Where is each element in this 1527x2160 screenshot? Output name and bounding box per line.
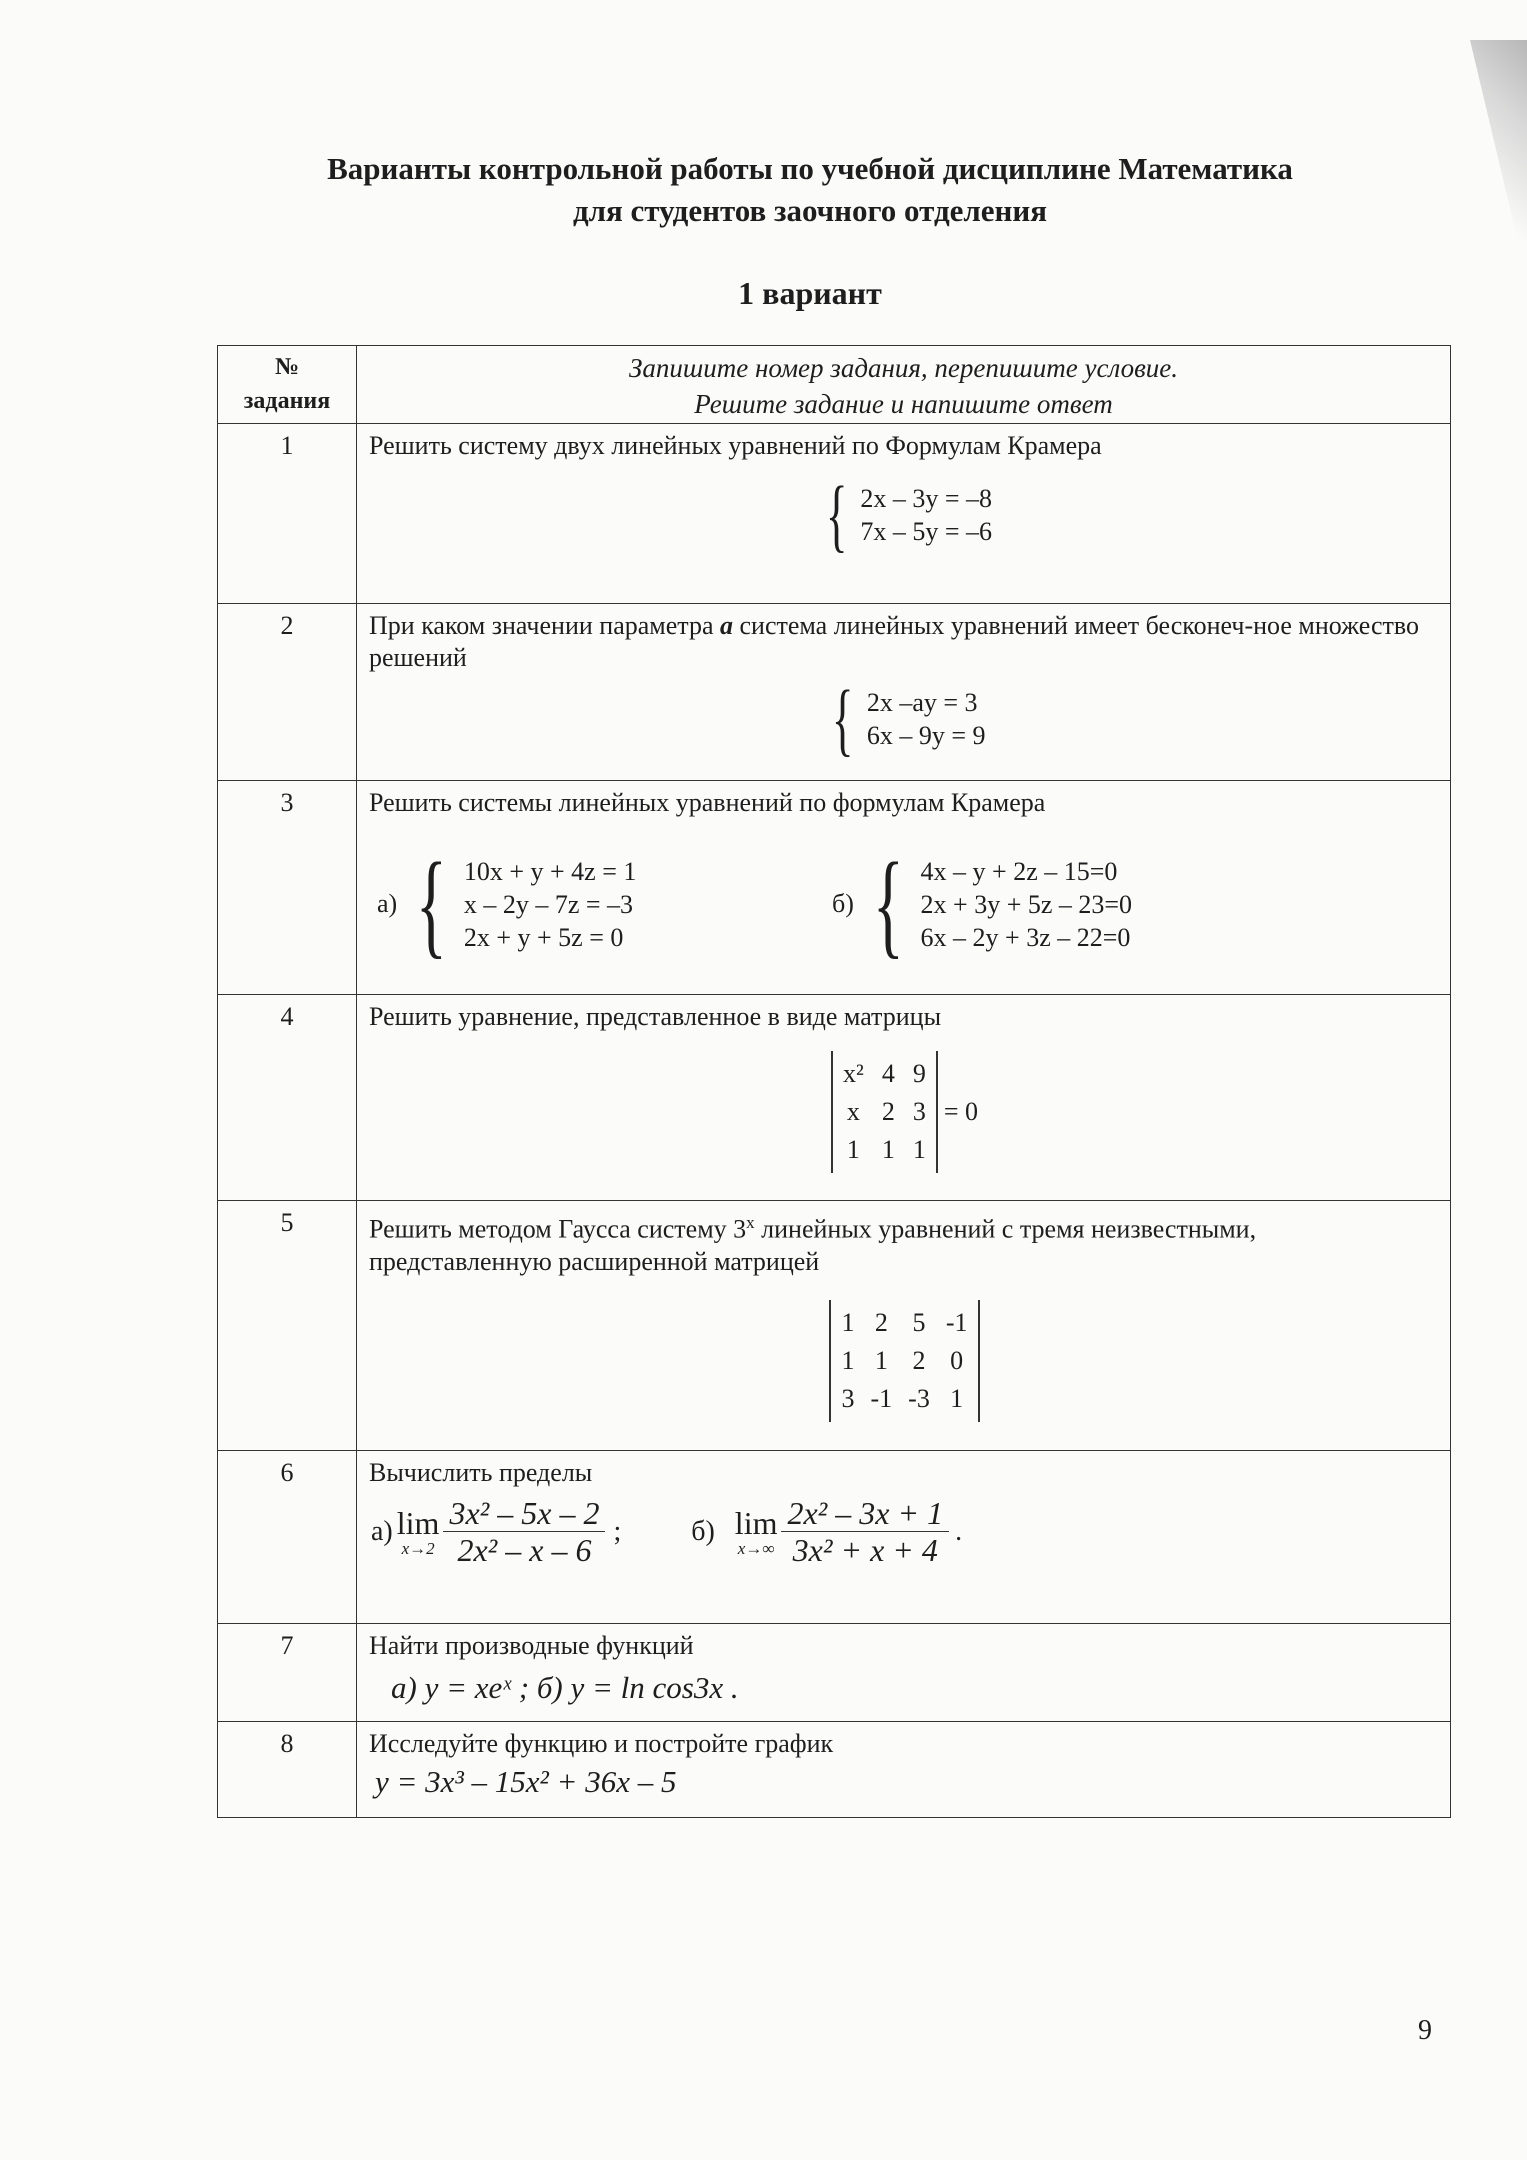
task-number: 6 (218, 1451, 357, 1624)
task-row-4 (218, 995, 1451, 1201)
matrix-cell: 1 (841, 1307, 855, 1337)
matrix-cell: x² (843, 1059, 864, 1088)
matrix-cell: 1 (912, 1135, 926, 1164)
task-body (357, 1451, 1451, 1624)
header-num-cell (218, 346, 357, 424)
task-number: 2 (218, 604, 357, 781)
matrix-cell: 5 (912, 1307, 926, 1337)
systems-row (369, 838, 1440, 969)
matrix-cell: 4 (881, 1059, 895, 1088)
table-header-row (218, 346, 1451, 424)
equation-line: x – 2y – 7z = –3 (463, 889, 634, 919)
equation-system (369, 469, 1440, 560)
denominator: 2x² – x – 6 (457, 1532, 592, 1568)
task-body (357, 781, 1451, 995)
task-number: 3 (218, 781, 357, 995)
header-instruction-cell (357, 346, 1451, 424)
matrix-cell: 3 (841, 1383, 855, 1413)
fraction (443, 1497, 605, 1566)
matrix-cell: x (846, 1097, 860, 1126)
equation-line: 2x –ay = 3 (866, 688, 978, 717)
matrix-cell: 2 (874, 1307, 888, 1337)
brace-symbol: { (825, 469, 848, 560)
matrix-cell: 0 (950, 1345, 964, 1375)
title-line-1: Варианты контрольной работы по учебной дисциплине Математика (327, 151, 1293, 186)
header-num-symbol: № (274, 354, 300, 380)
augmented-matrix (369, 1300, 1440, 1422)
task-number: 4 (218, 995, 357, 1201)
matrix-cell: -1 (870, 1383, 893, 1413)
tasks-table (217, 345, 1451, 1818)
task-row-1 (218, 424, 1451, 604)
task-body (357, 424, 1451, 604)
task-text: Решить уравнение, представленное в виде матрицы (369, 1002, 942, 1031)
brace-symbol: { (415, 838, 448, 969)
part-label: а) (377, 889, 398, 918)
limit-operator (397, 1506, 440, 1558)
task-body (357, 995, 1451, 1201)
task-body (357, 1201, 1451, 1451)
matrix-cell: 1 (874, 1345, 888, 1375)
parameter-symbol: a (720, 611, 733, 640)
derivative-formulas: а) y = xeˣ ; б) y = ln cos3x . (391, 1670, 739, 1705)
superscript: x (746, 1213, 755, 1232)
system-a (377, 838, 832, 969)
task-text: Найти производные функций (369, 1631, 694, 1660)
equation-line: 2x + y + 5z = 0 (463, 922, 624, 952)
matrix-cell: -3 (908, 1383, 930, 1413)
equation-line: 10x + y + 4z = 1 (463, 856, 637, 886)
task-text-part: система линейных уравнений имеет бесконеч-ное множество решений (369, 611, 1419, 672)
numerator: 3x² – 5x – 2 (443, 1497, 605, 1532)
matrix (831, 1051, 938, 1173)
task-text-part: линейных уравнений с тремя неизвестными, представленную расширенной матрицей (369, 1214, 1257, 1276)
scan-shadow (1432, 40, 1527, 240)
matrix-cell: 2 (912, 1345, 926, 1375)
part-label: б) (691, 1515, 715, 1547)
task-number: 8 (218, 1722, 357, 1818)
equation-line: 6x – 2y + 3z – 22=0 (920, 922, 1131, 952)
task-row-2 (218, 604, 1451, 781)
equation-line: 2x + 3y + 5z – 23=0 (920, 889, 1133, 919)
matrix (829, 1300, 979, 1422)
system-b (832, 838, 1133, 969)
task-text: Решить системы линейных уравнений по формулам Крамера (369, 788, 1046, 817)
task-text (369, 610, 1440, 674)
task-text: Исследуйте функцию и постройте график (369, 1729, 834, 1758)
brace-symbol: { (872, 838, 904, 969)
header-num-label: задания (243, 388, 331, 414)
part-label: а) (371, 1515, 393, 1547)
numerator: 2x² – 3x + 1 (781, 1497, 949, 1532)
task-row-7 (218, 1624, 1451, 1722)
title-line-2: для студентов заочного отделения (572, 193, 1048, 228)
part-label: б) (832, 889, 854, 918)
end-period: . (955, 1515, 963, 1547)
header-instruction-2: Решите задание и напишите ответ (694, 389, 1113, 419)
document-title (200, 148, 1420, 232)
brace-symbol: { (832, 673, 854, 764)
page-number: 9 (1418, 2015, 1432, 2046)
task-body (357, 604, 1451, 781)
equation-line: 6x – 9y = 9 (866, 721, 986, 750)
task-text: Вычислить пределы (369, 1458, 593, 1487)
limit-word: lim (396, 1504, 440, 1541)
task-text-part: Решить методом Гаусса систему 3 (369, 1214, 747, 1244)
equation-line: 7x – 5y = –6 (860, 517, 993, 546)
matrix-cell: 1 (950, 1383, 964, 1413)
task-text: Решить систему двух линейных уравнений по Формулам Крамера (369, 431, 1102, 460)
function-formula: y = 3x³ – 15x² + 36x – 5 (375, 1764, 677, 1799)
task-number: 7 (218, 1624, 357, 1722)
task-body (357, 1624, 1451, 1722)
equals-zero: = 0 (943, 1097, 978, 1126)
task-row-6 (218, 1451, 1451, 1624)
equation-system (369, 673, 1440, 764)
matrix-cell: 1 (881, 1135, 895, 1164)
denominator: 3x² + x + 4 (792, 1532, 938, 1568)
task-row-3 (218, 781, 1451, 995)
matrix-cell: 2 (881, 1097, 895, 1126)
task-row-8 (218, 1722, 1451, 1818)
task-body (357, 1722, 1451, 1818)
header-instruction-1: Запишите номер задания, перепишите условие. (628, 353, 1179, 383)
equation-line: 2x – 3y = –8 (860, 484, 993, 513)
task-text-part: При каком значении параметра (369, 611, 720, 640)
limit-subscript: x→∞ (737, 1538, 775, 1558)
matrix-cell: 1 (846, 1135, 860, 1164)
task-row-5 (218, 1201, 1451, 1451)
limit-word: lim (734, 1504, 778, 1541)
variant-heading: 1 вариант (738, 275, 882, 311)
limit-operator (735, 1506, 778, 1558)
determinant-equation (369, 1051, 1440, 1173)
matrix-cell: 9 (912, 1059, 926, 1088)
task-number: 1 (218, 424, 357, 604)
task-number: 5 (218, 1201, 357, 1451)
fraction (781, 1497, 949, 1566)
equation-line: 4x – y + 2z – 15=0 (920, 856, 1118, 886)
separator: ; (613, 1515, 622, 1547)
matrix-cell: 1 (841, 1345, 855, 1375)
task-text (369, 1207, 1440, 1278)
matrix-cell: 3 (912, 1097, 926, 1126)
matrix-cell: -1 (945, 1307, 968, 1337)
limits-row (371, 1497, 1440, 1566)
limit-subscript: x→2 (401, 1538, 435, 1558)
